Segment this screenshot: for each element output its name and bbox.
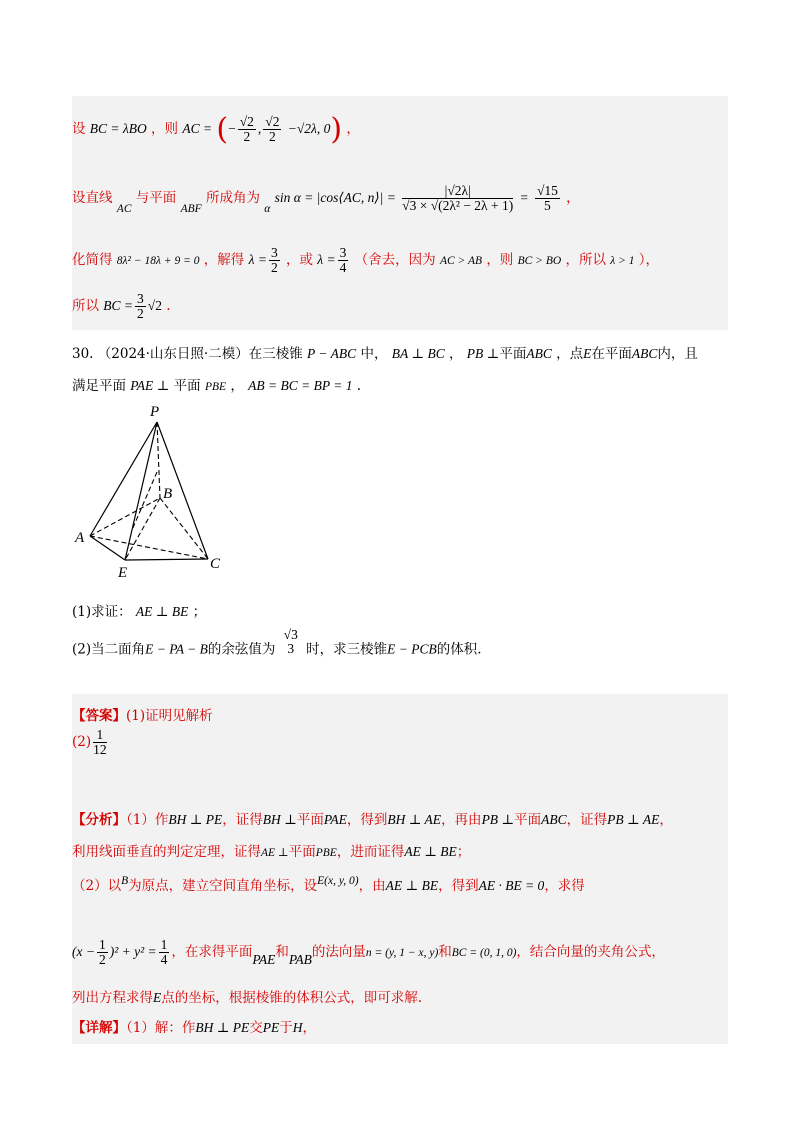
- label-e: E: [118, 565, 128, 581]
- detail-line-1: 【详解】（1）解：作BH ⊥ PE交PE于H，: [72, 1020, 317, 1036]
- tetrahedron-figure: [70, 402, 250, 582]
- problem-line-1: 30. （2024·山东日照·二模）在三棱锥 P − ABC 中， BA ⊥ BC ， PB ⊥平面ABC ，点E在平面ABC内，且: [72, 346, 698, 362]
- detail-tag: 【详解】: [72, 1020, 126, 1036]
- edge-bc: [160, 498, 208, 559]
- edge-pe: [125, 422, 157, 560]
- vector-bc-eq: BC = λBO: [89, 121, 147, 136]
- label-b: B: [163, 486, 173, 502]
- answer-tag: 【答案】: [72, 708, 126, 724]
- label-p: P: [150, 404, 160, 420]
- edge-hint: [132, 472, 157, 530]
- analysis-line-3: （2）以B为原点，建立空间直角坐标，设E(x, y, 0)，由AE ⊥ BE，得到AE · BE = 0，求得: [72, 875, 585, 894]
- edge-pb: [157, 422, 160, 498]
- answer-block: [72, 694, 728, 1044]
- solution-block-top: [72, 96, 728, 330]
- problem-line-2: 满足平面 PAE ⊥ 平面 PBE ， AB = BC = BP = 1 .: [72, 378, 362, 394]
- question-2: (2)当二面角E − PA − B的余弦值为 √3 3 时，求三棱锥E − PCB的体积.: [72, 627, 482, 658]
- edge-pa: [90, 422, 157, 536]
- answer-line-2: (2) $\frac{1}{12}$: [72, 727, 107, 757]
- analysis-tag: 【分析】: [72, 812, 126, 828]
- solution-line-4: 所以 BC = $\frac{3}{2}$ √2 .: [72, 291, 171, 321]
- label-a: A: [75, 530, 85, 546]
- solution-line-3: 化简得 8λ² − 18λ + 9 = 0 ，解得 λ = $\frac{3}{2}$ ，或 λ = $\frac{3}{4}$ （舍去，因为 AC > AB ，则 BC > BO ，所以 λ > 1 ），: [72, 245, 660, 275]
- solution-line-1: 设 BC = λBO ，则 AC = (− $\frac{√2}{2}$ , $\frac{√2}{2}$ −√2λ, 0) ，: [72, 112, 360, 147]
- question-1: (1)求证： AE ⊥ BE ；: [72, 604, 207, 620]
- analysis-line-4: (x − $\frac{1}{2}$ )² + y² = $\frac{1}{4}$ ，在求得平面PAE和PAB的法向量n = (y, 1 − x, y)和BC = (0, 1, 0)，结合向量的夹角公式，: [72, 937, 665, 967]
- answer-line: 【答案】(1)证明见解析: [72, 708, 213, 724]
- edge-ec: [125, 559, 208, 560]
- analysis-line-5: 列出方程求得E点的坐标，根据棱锥的体积公式，即可求解.: [72, 990, 423, 1006]
- analysis-line-2: 利用线面垂直的判定定理，证得AE ⊥平面PBE，进而证得AE ⊥ BE；: [72, 844, 471, 860]
- solution-line-2: 设直线 AC 与平面 ABF 所成角为 α sin α = |cos⟨AC, n⟩| = $\frac{|√2\lambda|}{\text{√3 × √(2λ² − 2λ + 1)}}$ = $\frac{√15}{5}$ ，: [72, 183, 580, 215]
- analysis-line-1: 【分析】（1）作BH ⊥ PE，证得BH ⊥平面PAE，得到BH ⊥ AE，再由PB ⊥平面ABC，证得PB ⊥ AE，: [72, 812, 673, 828]
- label-c: C: [210, 556, 221, 572]
